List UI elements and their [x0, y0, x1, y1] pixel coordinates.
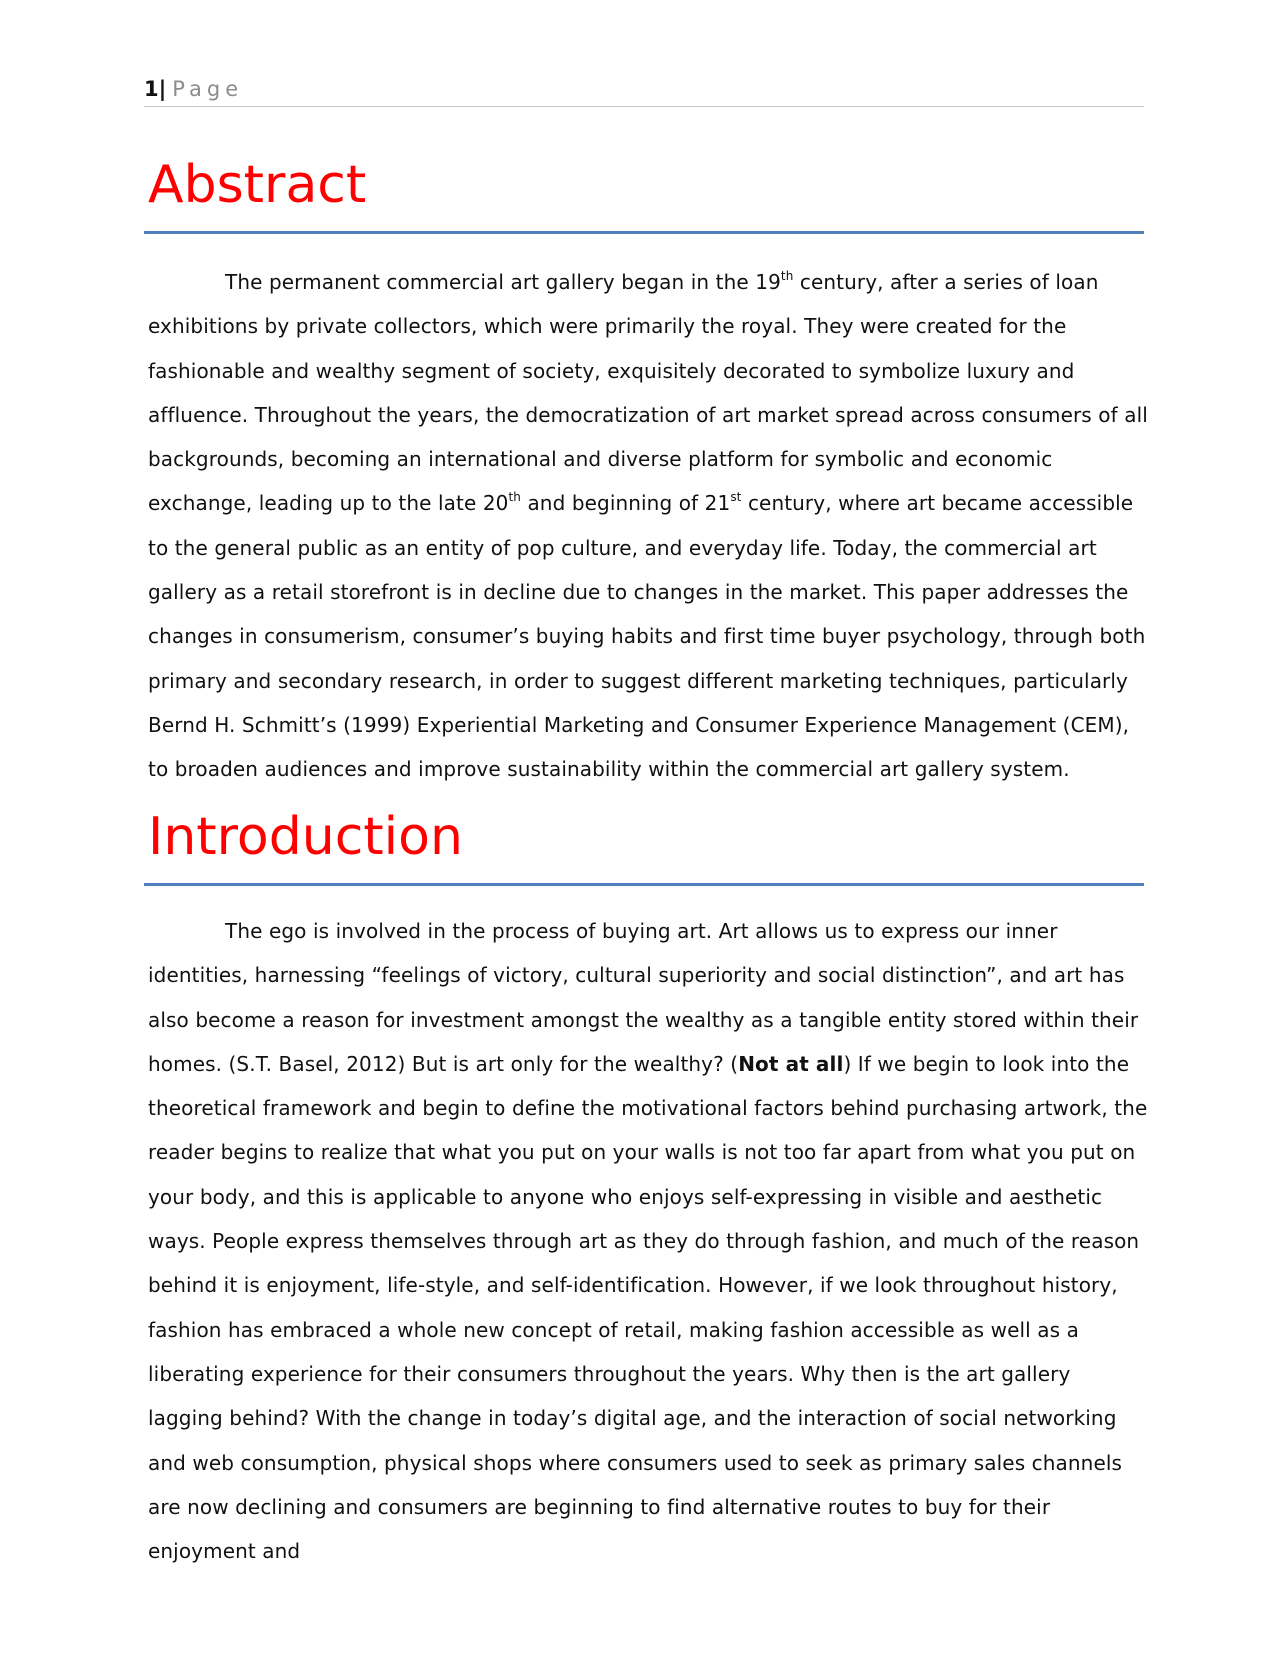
abstract-heading: Abstract: [144, 154, 1144, 234]
page-header: [144, 76, 1144, 107]
introduction-text-2: ) If we begin to look into the theoretical framework and begin to define the motivational factors behind purchasing artwork, the reader begins to realize that what you put on your walls is not too far apart from what you put on your body, and this is applicable to anyone who enjoys self-expressing in visible and aesthetic ways. People express themselves through art as they do through fashion, and much of the reason behind it is enjoyment, life-style, and self-identification. However, if we look throughout history, fashion has embraced a whole new concept of retail, making fashion accessible as well as a liberating experience for their consumers throughout the years. Why then is the art gallery lagging behind? With the change in today’s digital age, and the interaction of social networking and web consumption, physical shops where consumers used to seek as primary sales channels are now declining and consumers are beginning to find alternative routes to buy for their enjoyment and: [148, 1051, 1148, 1564]
abstract-sup-2: th: [508, 490, 521, 505]
abstract-text-1: The permanent commercial art gallery began in the 19: [225, 270, 781, 294]
abstract-paragraph: [148, 260, 1148, 792]
abstract-text-4: century, where art became accessible to the general public as an entity of pop culture, and everyday life. Today, the commercial art gallery as a retail storefront is in decline due to changes in the market. This paper addresses the changes in consumerism, consumer’s buying habits and first time buyer psychology, through both primary and secondary research, in order to suggest different marketing techniques, particularly Bernd H. Schmitt’s (1999) Experiential Marketing and Consumer Experience Management (CEM), to broaden audiences and improve sustainability within the commercial art gallery system.: [148, 491, 1146, 782]
page-separator: |: [158, 77, 167, 101]
abstract-sup-3: st: [730, 490, 742, 505]
introduction-heading: Introduction: [144, 806, 1144, 886]
page-label: Page: [172, 77, 244, 101]
abstract-sup-1: th: [780, 269, 794, 283]
page-header-line: [144, 76, 1144, 102]
document-page: [144, 0, 1148, 1675]
abstract-text-3: and beginning of 21: [520, 491, 731, 516]
abstract-text-2: century, after a series of loan exhibitions by private collectors, which were primarily the royal. They were created for the fashionable and wealthy segment of society, exquisitely decorated to symbolize luxury and affluence. Throughout the years, the democratization of art market spread across consumers of all backgrounds, becoming an international and diverse platform for symbolic and economic exchange, leading up to the late 20: [148, 270, 1148, 516]
introduction-emphasis: Not at all: [738, 1051, 844, 1076]
page-number: 1: [144, 77, 159, 101]
introduction-paragraph: [148, 909, 1148, 1573]
introduction-text-1: The ego is involved in the process of buying art. Art allows us to express our inner identities, harnessing “feelings of victory, cultural superiority and social distinction”, and art has also become a reason for investment amongst the wealthy as a tangible entity stored within their homes. (S.T. Basel, 2012) But is art only for the wealthy? (: [148, 919, 1139, 1076]
